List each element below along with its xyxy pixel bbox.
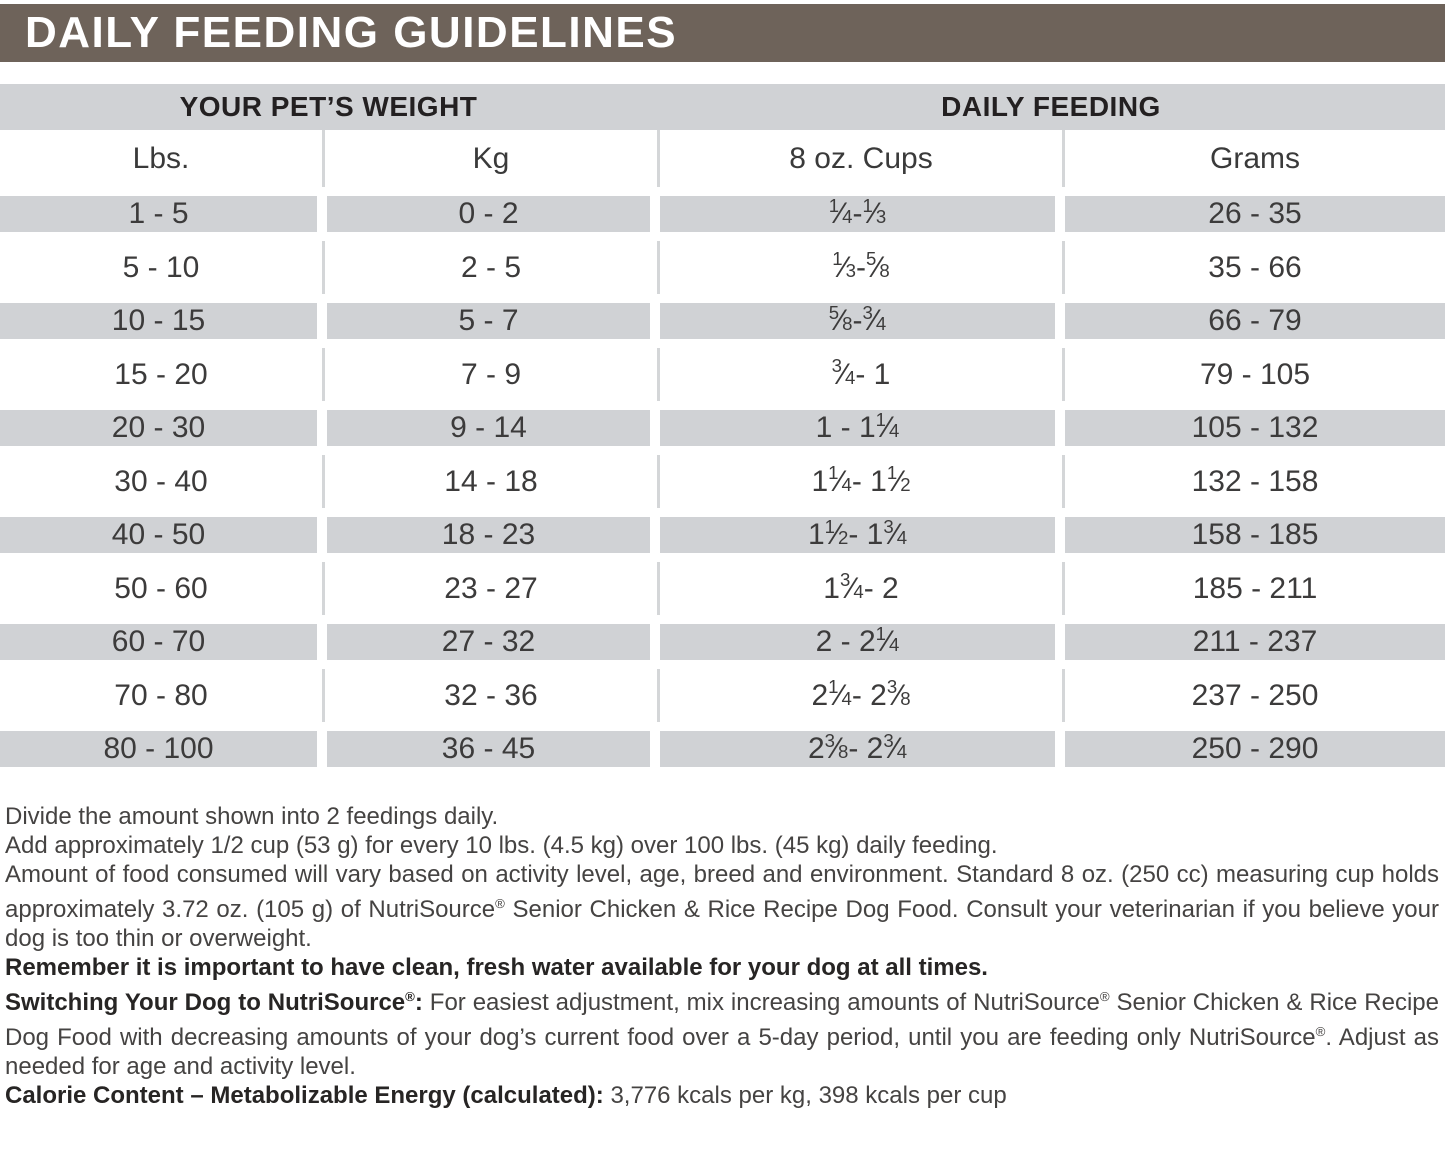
table-row xyxy=(0,303,1445,339)
col-header-cups: 8 oz. Cups xyxy=(657,130,1062,187)
table-row xyxy=(0,455,1445,508)
cell-lbs: 80 - 100 xyxy=(0,731,317,767)
cell-cups: $^5$ ⁄ $_8$ - $^3$ ⁄ $_4$ xyxy=(660,303,1055,339)
cell-kg: 2 - 5 xyxy=(322,241,657,294)
group-header-feeding: DAILY FEEDING xyxy=(941,91,1161,122)
cell-grams: 26 - 35 xyxy=(1065,196,1445,232)
cell-lbs: 30 - 40 xyxy=(114,464,208,498)
table-row xyxy=(0,348,1445,401)
column-header-row xyxy=(0,130,1445,187)
cell-kg: 27 - 32 xyxy=(327,624,650,660)
cell-lbs: 5 - 10 xyxy=(122,250,200,284)
cell-lbs: 50 - 60 xyxy=(114,571,208,605)
cell-cups: $^1$ ⁄ $_3$ - $^5$ ⁄ $_8$ xyxy=(657,241,1062,294)
cell-kg: 32 - 36 xyxy=(322,669,657,722)
col-header-lbs: Lbs. xyxy=(132,141,190,175)
note-switching xyxy=(5,982,1439,1081)
cell-grams: 79 - 105 xyxy=(1062,348,1445,401)
cell-grams: 35 - 66 xyxy=(1062,241,1445,294)
cell-lbs: 70 - 80 xyxy=(114,678,208,712)
cell-grams: 185 - 211 xyxy=(1062,562,1445,615)
cell-lbs: 1 - 5 xyxy=(0,196,317,232)
cell-cups: 2 $^1$ ⁄ $_4$ - 2 $^3$ ⁄ $_8$ xyxy=(657,669,1062,722)
cell-lbs: 40 - 50 xyxy=(0,517,317,553)
cell-lbs: 10 - 15 xyxy=(0,303,317,339)
note-fresh-water: Remember it is important to have clean, fresh water available for your dog at all times. xyxy=(5,954,988,981)
note-amount-varies: Amount of food consumed will vary based on activity level, age, breed and environment. Standard 8 oz. (250 cc) measuring cup holds approximately 3.72 oz. (105 g) of NutriSource® Senior Chicken & Rice Recipe Dog Food. Consult your veterinarian if you believe your dog is too thin or overweight. xyxy=(5,861,1439,952)
cell-grams: 132 - 158 xyxy=(1062,455,1445,508)
cell-grams: 211 - 237 xyxy=(1065,624,1445,660)
cell-grams: 250 - 290 xyxy=(1065,731,1445,767)
table-row xyxy=(0,731,1445,767)
cell-kg: 5 - 7 xyxy=(327,303,650,339)
cell-kg: 14 - 18 xyxy=(322,455,657,508)
table-row xyxy=(0,196,1445,232)
note-calorie-body: 3,776 kcals per kg, 398 kcals per cup xyxy=(603,1082,1007,1109)
note-switching-body: For easiest adjustment, mix increasing amounts of NutriSource® Senior Chicken & Rice Recipe Dog Food with decreasing amounts of your dog’s current food over a 5-day period, until you are feeding only NutriSource®. Adjust as needed for age and activity level. xyxy=(5,989,1439,1080)
cell-kg: 23 - 27 xyxy=(322,562,657,615)
cell-kg: 7 - 9 xyxy=(322,348,657,401)
cell-grams: 105 - 132 xyxy=(1065,410,1445,446)
table-row xyxy=(0,669,1445,722)
note-calorie-lead: Calorie Content – Metabolizable Energy (calculated): xyxy=(5,1082,604,1109)
table-row xyxy=(0,241,1445,294)
table-row xyxy=(0,624,1445,660)
cell-cups: 1 - 1 $^1$ ⁄ $_4$ xyxy=(660,410,1055,446)
col-header-kg: Kg xyxy=(322,130,657,187)
cell-kg: 9 - 14 xyxy=(327,410,650,446)
cell-lbs: 60 - 70 xyxy=(0,624,317,660)
note-add-half-cup: Add approximately 1/2 cup (53 g) for every 10 lbs. (4.5 kg) over 100 lbs. (45 kg) daily feeding. xyxy=(5,832,998,859)
cell-cups: 2 - 2 $^1$ ⁄ $_4$ xyxy=(660,624,1055,660)
note-switching-lead: Switching Your Dog to NutriSource®: xyxy=(5,989,423,1016)
note-divide-feedings: Divide the amount shown into 2 feedings daily. xyxy=(5,803,499,830)
cell-kg: 36 - 45 xyxy=(327,731,650,767)
table-row xyxy=(0,517,1445,553)
title-bar xyxy=(0,4,1445,62)
table-row xyxy=(0,562,1445,615)
cell-cups: 1 $^3$ ⁄ $_4$ - 2 xyxy=(657,562,1062,615)
cell-grams: 237 - 250 xyxy=(1062,669,1445,722)
cell-kg: 0 - 2 xyxy=(327,196,650,232)
notes-section xyxy=(0,776,1445,1110)
cell-grams: 158 - 185 xyxy=(1065,517,1445,553)
cell-lbs: 20 - 30 xyxy=(0,410,317,446)
cell-kg: 18 - 23 xyxy=(327,517,650,553)
note-calorie-content xyxy=(5,1081,1439,1110)
cell-cups: 1 $^1$ ⁄ $_2$ - 1 $^3$ ⁄ $_4$ xyxy=(660,517,1055,553)
feeding-table xyxy=(0,84,1445,767)
cell-lbs: 15 - 20 xyxy=(114,357,208,391)
col-header-grams: Grams xyxy=(1062,130,1445,187)
group-header-row xyxy=(0,84,1445,130)
cell-grams: 66 - 79 xyxy=(1065,303,1445,339)
cell-cups: 2 $^3$ ⁄ $_8$ - 2 $^3$ ⁄ $_4$ xyxy=(660,731,1055,767)
group-header-weight: YOUR PET’S WEIGHT xyxy=(179,91,478,122)
page-title: DAILY FEEDING GUIDELINES xyxy=(25,8,678,57)
cell-cups: $^3$ ⁄ $_4$ - 1 xyxy=(657,348,1062,401)
cell-cups: $^1$ ⁄ $_4$ - $^1$ ⁄ $_3$ xyxy=(660,196,1055,232)
cell-cups: 1 $^1$ ⁄ $_4$ - 1 $^1$ ⁄ $_2$ xyxy=(657,455,1062,508)
table-row xyxy=(0,410,1445,446)
